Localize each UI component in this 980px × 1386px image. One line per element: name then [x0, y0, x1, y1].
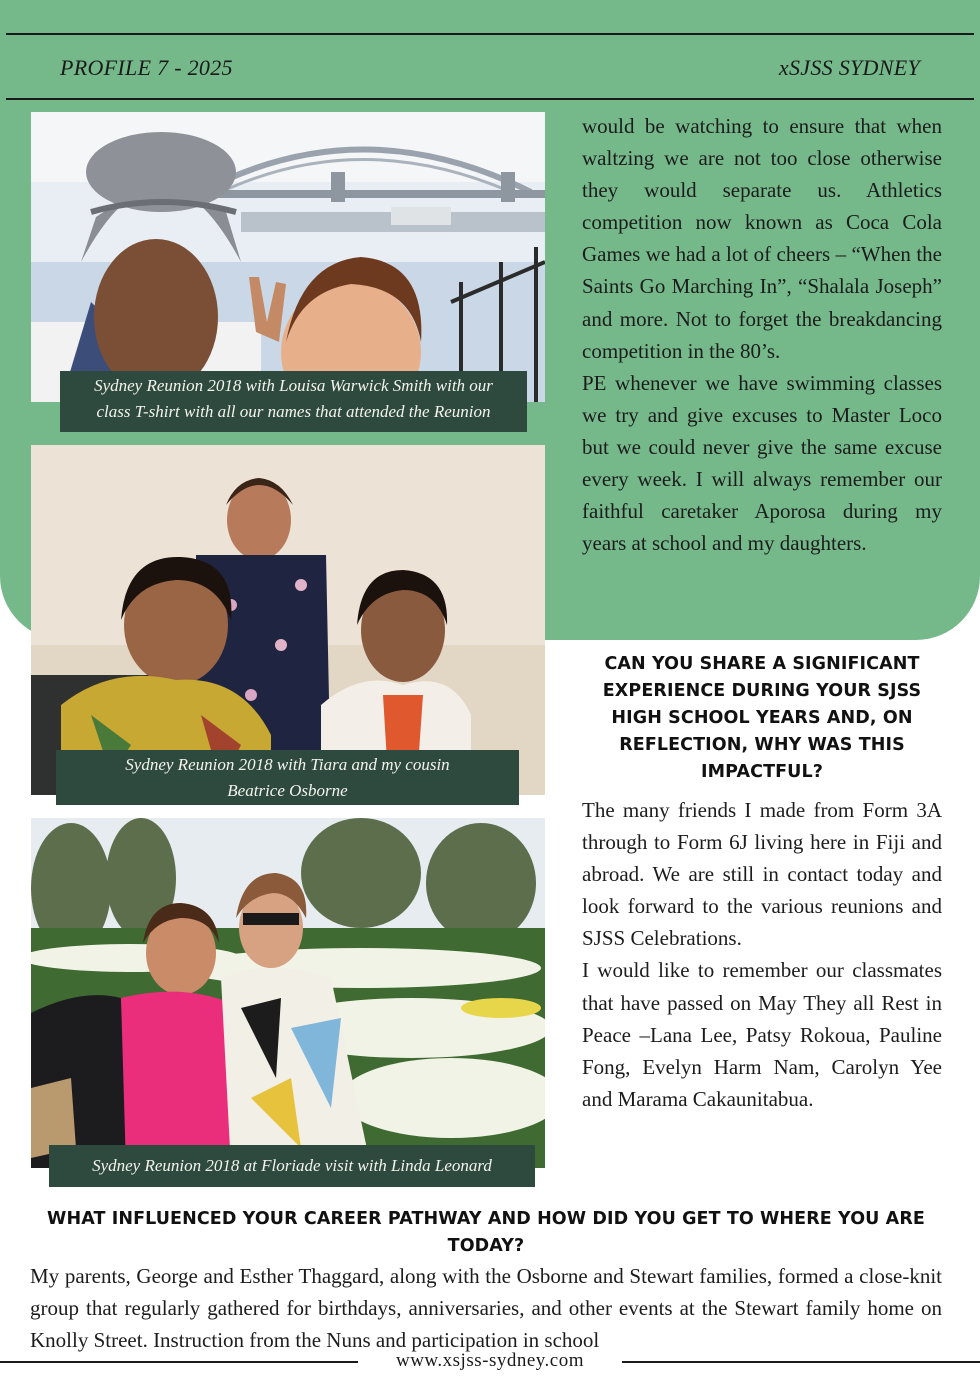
paragraph-parents: My parents, George and Esther Thaggard, along with the Osborne and Stewart families, formed a close-knit group that regularly gathered for birthdays, anniversaries, and other events at the Stewart family home on Knolly Street. Instruction from the Nuns and participation in school: [30, 1264, 942, 1353]
photo-caption-1-line-2: class T-shirt with all our names that attended the Reunion: [96, 402, 491, 421]
header-site-label: xSJSS SYDNEY: [778, 55, 920, 80]
question-significant-experience: CAN YOU SHARE A SIGNIFICANT EXPERIENCE DURING YOUR SJSS HIGH SCHOOL YEARS AND, ON REFLECTION, WHY WAS THIS IMPACTFUL?: [602, 654, 922, 782]
right-column-bottom: [582, 794, 942, 1115]
photo-caption-3-line-1: Sydney Reunion 2018 at Floriade visit with Linda Leonard: [92, 1156, 492, 1175]
photo-caption-2-line-1: Sydney Reunion 2018 with Tiara and my cousin: [125, 755, 450, 774]
right-column-top: [582, 110, 942, 559]
header-profile-label: PROFILE 7 - 2025: [60, 55, 233, 80]
photo-caption-1: [60, 371, 527, 432]
photo-caption-1-line-1: Sydney Reunion 2018 with Louisa Warwick Smith with our: [94, 376, 493, 395]
footer-rule-left: [0, 1361, 358, 1363]
photo-three-women: [31, 445, 545, 795]
photo-caption-2: [56, 750, 519, 805]
career-body-text: [30, 1260, 942, 1356]
paragraph-pe-swimming: PE whenever we have swimming classes we try and give excuses to Master Loco but we could never give the same excuse every week. I will always remember our faithful caretaker Aporosa during my years at school and my daughters.: [582, 370, 942, 556]
footer-website-url: www.xsjss-sydney.com: [395, 1350, 585, 1371]
footer-rule-right: [622, 1361, 980, 1363]
question-career-pathway: WHAT INFLUENCED YOUR CAREER PATHWAY AND HOW DID YOU GET TO WHERE YOU ARE TODAY?: [47, 1209, 925, 1256]
photo-caption-2-line-2: Beatrice Osborne: [227, 781, 348, 800]
paragraph-friends: The many friends I made from Form 3A through to Form 6J living here in Fiji and abroad. We are still in contact today and look forward to the various reunions and SJSS Celebrations.: [582, 798, 942, 951]
photo-floriade: [31, 818, 545, 1168]
photo-harbour-selfie: [31, 112, 545, 402]
paragraph-remembrance: I would like to remember our classmates that have passed on May They all Rest in Peace –Lana Lee, Patsy Rokoua, Pauline Fong, Evelyn Harm Nam, Carolyn Yee and Marama Cakaunitabua.: [582, 958, 942, 1111]
paragraph-school-events: would be watching to ensure that when waltzing we are not too close otherwise they would separate us. Athletics competition now known as Coca Cola Games we had a lot of cheers – “When the Saints Go Marching In”, “Shalala Joseph” and more. Not to forget the breakdancing competition in the 80’s.: [582, 114, 942, 363]
header-bottom-rule: [6, 98, 974, 100]
photo-caption-3: [49, 1145, 535, 1187]
header-top-rule: [6, 33, 974, 35]
